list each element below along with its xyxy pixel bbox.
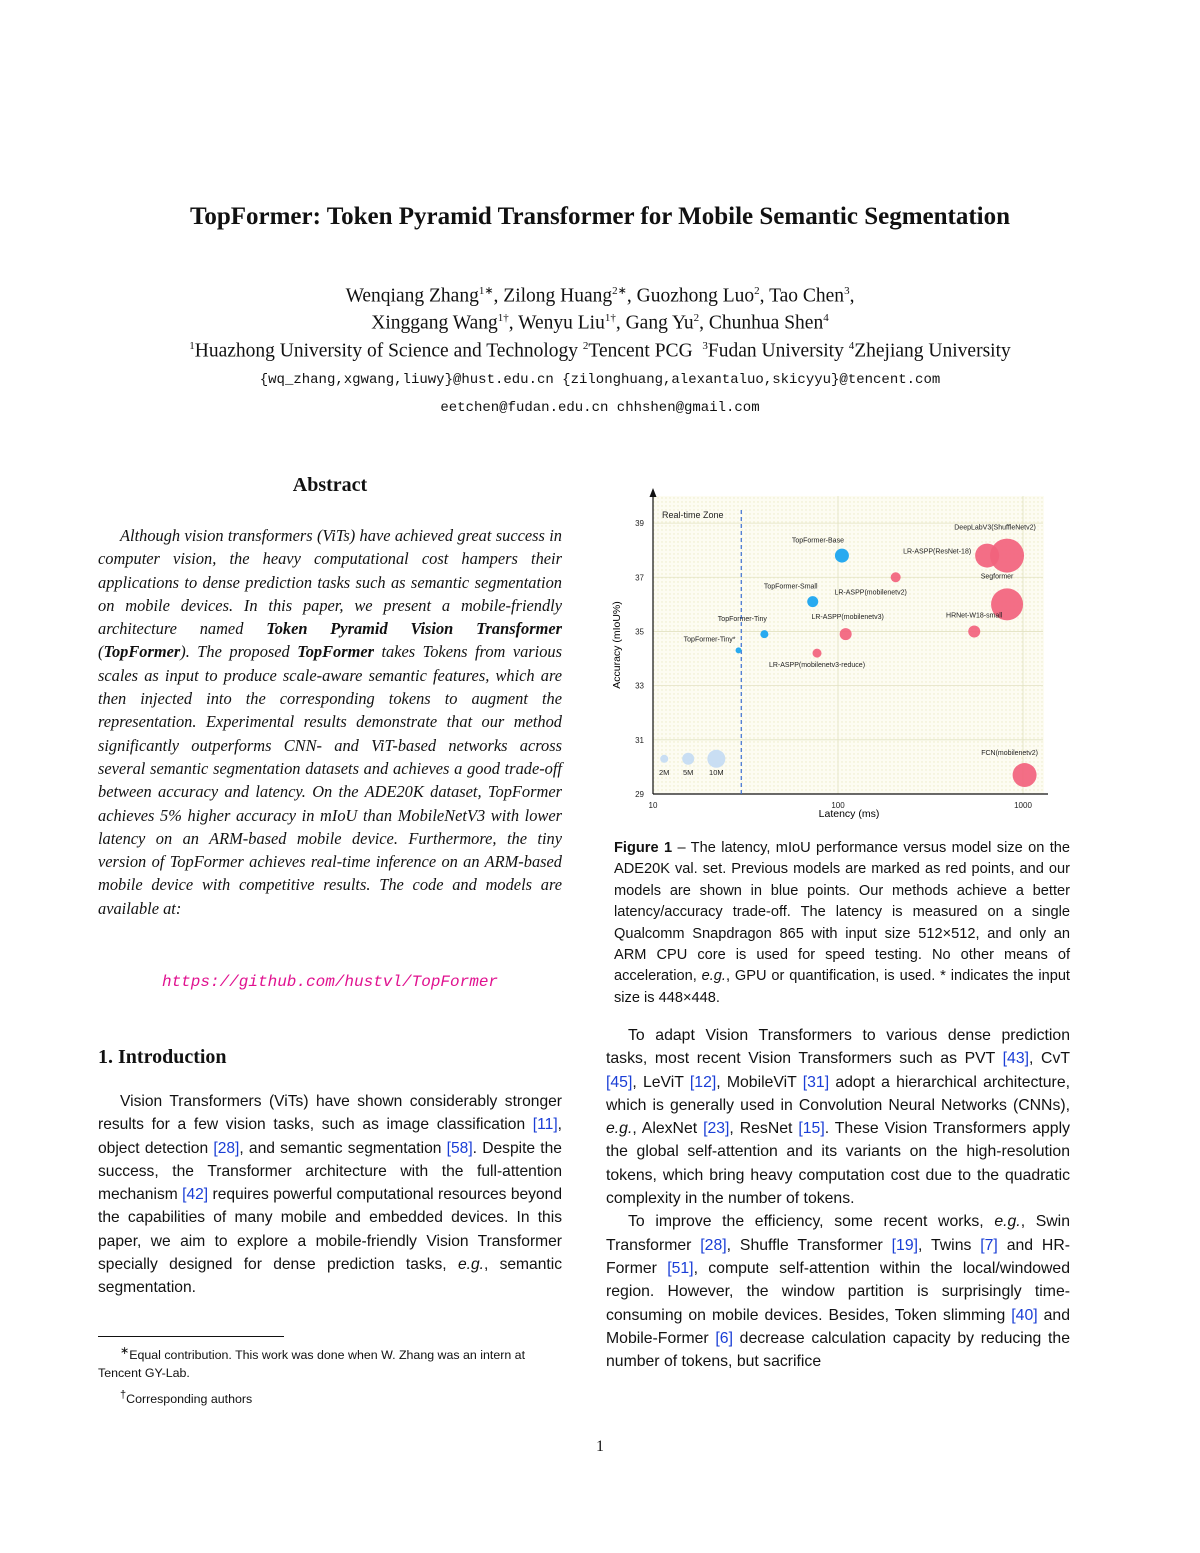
- point-label: LR-ASPP(mobilenetv3): [811, 614, 884, 622]
- data-point: [968, 625, 980, 637]
- footnote-text: Corresponding authors: [126, 1392, 253, 1407]
- figure-label: Figure 1: [614, 840, 673, 856]
- citation-link[interactable]: [7]: [980, 1236, 998, 1254]
- text-span: and HR-Former: [606, 1236, 1070, 1277]
- y-tick-label: 29: [635, 790, 644, 799]
- text-span: , CvT: [1029, 1050, 1071, 1068]
- author-name: Wenyu Liu: [518, 312, 605, 334]
- text-span: , Twins: [918, 1236, 981, 1254]
- page-number: 1: [596, 1438, 604, 1455]
- author-name: Gang Yu: [625, 312, 694, 334]
- footnote-2: [98, 1386, 562, 1408]
- abstract-text: [98, 524, 562, 920]
- author-sup: 2: [693, 312, 700, 324]
- intro-span: requires powerful computational resources beyond the capabilities of many mobile and embedded devices. In this paper, we aim to explore a mobile-friendly Vision Transformer specially designed for dense prediction tasks,: [98, 1186, 563, 1274]
- citation-link[interactable]: [28]: [213, 1139, 240, 1157]
- point-label: LR-ASPP(mobilenetv3-reduce): [768, 662, 866, 670]
- intro-span: , and semantic segmentation: [239, 1139, 447, 1157]
- text-span: , compute self-attention within the local/windowed region. However, the window partition is surprisingly time-consuming on mobile devices. Besides, Token slimming: [606, 1259, 1070, 1324]
- x-tick-label: 100: [831, 801, 845, 810]
- y-tick-label: 37: [635, 573, 644, 583]
- text-italic: e.g.: [606, 1120, 633, 1138]
- affiliation: Huazhong University of Science and Technology: [194, 340, 579, 362]
- citation-link[interactable]: [15]: [798, 1120, 825, 1138]
- author-sup: 4: [823, 312, 829, 324]
- caption-italic: e.g.: [701, 968, 726, 985]
- size-legend-bubble: [660, 755, 668, 763]
- text-span: , Shuffle Transformer: [726, 1236, 892, 1254]
- author-name: Chunhua Shen: [708, 312, 824, 334]
- text-span: , AlexNet: [632, 1120, 704, 1138]
- y-tick-label: 31: [635, 735, 644, 745]
- paper-title: TopFormer: Token Pyramid Transformer for Mobile Semantic Segmentation: [189, 203, 1011, 230]
- paragraph: [606, 1210, 1070, 1373]
- text-italic: e.g.: [994, 1213, 1021, 1231]
- data-point: [760, 630, 768, 638]
- footnote-mark: †: [120, 1389, 127, 1402]
- citation-link[interactable]: [51]: [667, 1259, 694, 1277]
- size-legend-label: 10M: [709, 768, 724, 778]
- footnote-1: [98, 1342, 562, 1382]
- point-label: LR-ASPP(ResNet-18): [903, 548, 972, 556]
- text-span: , MobileViT: [716, 1073, 803, 1091]
- citation-link[interactable]: [58]: [446, 1139, 473, 1157]
- citation-link[interactable]: [45]: [606, 1073, 633, 1091]
- abstract-span: takes Tokens from various scales as input to produce scale-aware semantic features, which are then injected into the corresponding tokens to augment the representation. Experimental results demonstrate that our method significantly outperforms CNN- and ViT-based networks across several semantic segmentation datasets and achieves a good trade-off between accuracy and latency. On the ADE20K dataset, TopFormer achieves 5% higher accuracy in mIoU than MobileNetV3 with lower latency on an ARM-based mobile device. Furthermore, the tiny version of TopFormer achieves real-time inference on an ARM-based mobile device with competitive results. The code and models are available at:: [98, 642, 562, 918]
- citation-link[interactable]: [23]: [703, 1120, 730, 1138]
- intro-text: [98, 1090, 562, 1300]
- citation-link[interactable]: [11]: [532, 1116, 558, 1134]
- intro-heading: 1. Introduction: [98, 1046, 227, 1068]
- citation-link[interactable]: [6]: [715, 1329, 733, 1347]
- affiliation: Zhejiang University: [854, 340, 1011, 362]
- x-tick-label: 1000: [1014, 801, 1032, 810]
- intro-span: , object detection: [98, 1116, 562, 1157]
- text-span: To improve the efficiency, some recent works,: [628, 1213, 995, 1231]
- data-point: [1013, 763, 1037, 787]
- text-span: . These Vision Transformers apply the global self-attention and its variants on the high-resolution tokens, which bring heavy computation cost due to the quadratic complexity in the number of tokens.: [606, 1120, 1071, 1208]
- size-legend-bubble: [707, 750, 725, 768]
- citation-link[interactable]: [28]: [700, 1236, 727, 1254]
- point-label: TopFormer-Tiny: [717, 616, 767, 624]
- citation-link[interactable]: [19]: [891, 1236, 919, 1254]
- author-sup: 1∗: [478, 285, 494, 297]
- size-legend-bubble: [682, 753, 694, 765]
- data-point: [975, 544, 999, 568]
- footnote-rule: [98, 1336, 284, 1337]
- citation-link[interactable]: [31]: [802, 1073, 830, 1091]
- point-label: TopFormer-Tiny*: [683, 636, 736, 644]
- point-label: HRNet-W18-small: [946, 612, 1003, 620]
- size-legend-label: 2M: [659, 768, 670, 778]
- y-tick-label: 33: [635, 681, 644, 691]
- author-name: Xinggang Wang: [371, 312, 498, 334]
- point-label: DeepLabV3(ShuffleNetv2): [954, 524, 1036, 532]
- author-name: Tao Chen: [769, 285, 845, 307]
- intro-italic: e.g.: [457, 1256, 484, 1274]
- author-sup: 2∗: [612, 285, 627, 297]
- x-axis-label: Latency (ms): [818, 808, 880, 820]
- author-line-2: Xinggang Wang$^{1\dagger}$, Wenyu Liu$^{1\dagger}$, Gang Yu$^2$, Chunhua Shen$^4$: [371, 312, 829, 334]
- figure-caption: [614, 838, 1070, 1009]
- abstract-bold: TopFormer: [297, 642, 375, 662]
- data-point: [813, 649, 822, 658]
- abstract-span: Although vision transformers (ViTs) have achieved great success in computer vision, the heavy computational cost hampers their applications to dense prediction tasks such as semantic segmentation on mobile devices. In this paper, we present a mobile-friendly architecture named: [98, 526, 562, 639]
- y-tick-label: 39: [635, 519, 644, 529]
- caption-span: , GPU or quantification, is used. * indicates the input size is 448×448.: [614, 968, 1070, 1006]
- y-tick-label: 35: [635, 627, 644, 637]
- abstract-heading: Abstract: [292, 474, 368, 496]
- text-span: To adapt Vision Transformers to various dense prediction tasks, most recent Vision Transformers such as PVT: [606, 1027, 1070, 1068]
- x-tick-label: 10: [648, 801, 658, 810]
- abstract-bold: Token Pyramid Vision Transformer: [266, 619, 563, 639]
- author-sup: 1†: [604, 312, 616, 324]
- size-legend-label: 5M: [683, 768, 694, 778]
- caption-span: – The latency, mIoU performance versus model size on the ADE20K val. set. Previous models are marked as red points, and our models are shown in blue points. Our methods achieve a better latency/accuracy trade-off. The latency is measured on a single Qualcomm Snapdragon 865 with input size 512×512, and only an ARM CPU core is used for speed testing. No other means of acceleration,: [614, 840, 1070, 985]
- author-sup: 3: [844, 285, 850, 297]
- affiliation-sup: 3: [702, 340, 708, 352]
- point-label: TopFormer-Base: [791, 537, 844, 545]
- citation-link[interactable]: [43]: [1002, 1050, 1030, 1068]
- data-point: [835, 549, 849, 563]
- text-span: , LeViT: [632, 1073, 690, 1091]
- affiliation: Tencent PCG: [588, 340, 693, 362]
- author-name: Zilong Huang: [503, 285, 613, 307]
- y-axis-arrow: [650, 488, 657, 497]
- abstract-span: ). The proposed: [180, 642, 298, 662]
- text-span: and Mobile-Former: [606, 1306, 1070, 1347]
- intro-span: Vision Transformers (ViTs) have shown considerably stronger results for a few vision tasks, such as image classification: [98, 1093, 562, 1134]
- intro-span: . Despite the success, the Transformer architecture with the full-attention mechanism: [98, 1139, 562, 1204]
- right-column-text: [606, 1024, 1070, 1373]
- footnotes: [98, 1342, 562, 1408]
- email-line-1[interactable]: {wq_zhang,xgwang,liuwy}@hust.edu.cn {zilonghuang,alexantaluo,skicyyu}@tencent.com: [259, 372, 941, 388]
- citation-link[interactable]: [42]: [182, 1186, 209, 1204]
- citation-link[interactable]: [12]: [689, 1073, 717, 1091]
- text-span: , Swin Transformer: [606, 1213, 1070, 1254]
- email-line-2[interactable]: eetchen@fudan.edu.cn chhshen@gmail.com: [440, 400, 760, 416]
- real-time-zone-label: Real-time Zone: [662, 510, 724, 520]
- citation-link[interactable]: [40]: [1011, 1306, 1038, 1324]
- data-point: [840, 628, 852, 640]
- footnote-text: Equal contribution. This work was done when W. Zhang was an intern at Tencent GY-Lab.: [98, 1348, 526, 1381]
- affiliation: Fudan University: [707, 340, 844, 362]
- code-link[interactable]: https://github.com/hustvl/TopFormer: [161, 973, 499, 991]
- text-span: adopt a hierarchical architecture, which is generally used in Convolution Neural Networks (CNNs),: [606, 1073, 1070, 1114]
- author-sup: 1†: [497, 312, 509, 324]
- affiliation-sup: 4: [848, 340, 855, 352]
- y-axis-label: Accuracy (mIoU%): [611, 601, 623, 689]
- data-point: [807, 596, 818, 607]
- paragraph: [606, 1024, 1070, 1210]
- author-name: Guozhong Luo: [636, 285, 755, 307]
- author-name: Wenqiang Zhang: [345, 285, 479, 307]
- point-label: LR-ASPP(mobilenetv2): [834, 589, 907, 597]
- affiliation-sup: 2: [582, 340, 589, 352]
- affiliation-sup: 1: [189, 340, 195, 352]
- author-sup: 2: [754, 285, 760, 297]
- point-label: FCN(mobilenetv2): [981, 750, 1038, 758]
- author-line-1: Wenqiang Zhang$^{1∗}$, Zilong Huang$^{2∗}$, Guozhong Luo$^2$, Tao Chen$^3$,: [345, 285, 855, 307]
- data-point: [736, 647, 742, 653]
- point-label: Segformer: [980, 573, 1014, 581]
- intro-span: , semantic segmentation.: [98, 1256, 562, 1297]
- abstract-bold: TopFormer: [103, 642, 181, 662]
- affiliations: [0, 340, 1200, 363]
- text-span: decrease calculation capacity by reducing the number of tokens, but sacrifice: [606, 1329, 1070, 1371]
- footnote-mark: ∗: [120, 1345, 130, 1357]
- text-span: , ResNet: [729, 1120, 799, 1138]
- abstract-span: (: [98, 642, 104, 662]
- latency-accuracy-chart: [600, 480, 1080, 820]
- point-label: TopFormer-Small: [763, 583, 818, 591]
- data-point: [891, 572, 901, 582]
